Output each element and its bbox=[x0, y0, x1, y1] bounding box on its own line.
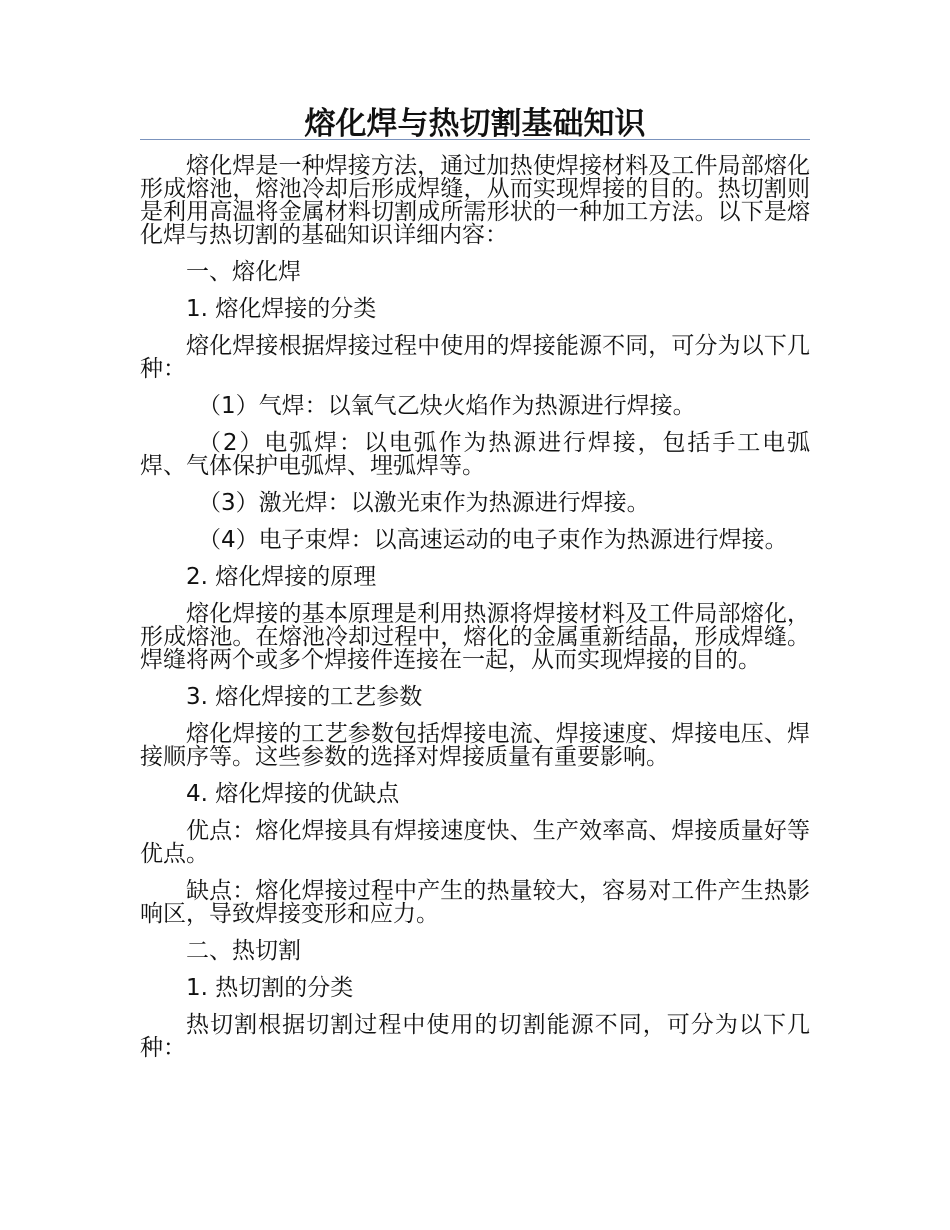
intro-paragraph: 熔化焊是一种焊接方法，通过加热使焊接材料及工件局部熔化形成熔池，熔池冷却后形成焊缝，从而实现焊接的目的。热切割则是利用高温将金属材料切割成所需形状的一种加工方法。以下是熔化焊与热切割的基础知识详细内容： bbox=[140, 153, 810, 248]
disadvantages-paragraph: 缺点：熔化焊接过程中产生的热量较大，容易对工件产生热影响区，导致焊接变形和应力。 bbox=[140, 878, 810, 927]
document-title: 熔化焊与热切割基础知识 bbox=[304, 106, 646, 142]
subheading-principle: 2. 熔化焊接的原理 bbox=[186, 564, 377, 590]
subheading-classification: 1. 熔化焊接的分类 bbox=[186, 296, 377, 322]
list-item-gas-welding: （1）气焊：以氧气乙炔火焰作为热源进行焊接。 bbox=[198, 393, 696, 419]
advantages-paragraph: 优点：熔化焊接具有焊接速度快、生产效率高、焊接质量好等优点。 bbox=[140, 818, 810, 867]
document-body bbox=[140, 155, 810, 1060]
list-item-arc-welding: （2）电弧焊：以电弧作为热源进行焊接，包括手工电弧焊、气体保护电弧焊、埋弧焊等。 bbox=[140, 430, 810, 479]
list-item-laser-welding: （3）激光焊：以激光束作为热源进行焊接。 bbox=[198, 490, 650, 516]
title-underline bbox=[140, 139, 810, 140]
subheading-pros-cons: 4. 熔化焊接的优缺点 bbox=[186, 781, 400, 807]
list-item-electron-beam-welding: （4）电子束焊：以高速运动的电子束作为热源进行焊接。 bbox=[198, 527, 788, 553]
section-heading-fusion-welding: 一、熔化焊 bbox=[186, 259, 301, 285]
subheading-process-parameters: 3. 熔化焊接的工艺参数 bbox=[186, 684, 423, 710]
cutting-classification-paragraph: 热切割根据切割过程中使用的切割能源不同，可分为以下几种： bbox=[140, 1012, 810, 1061]
principle-paragraph: 熔化焊接的基本原理是利用热源将焊接材料及工件局部熔化，形成熔池。在熔池冷却过程中，熔化的金属重新结晶，形成焊缝。焊缝将两个或多个焊接件连接在一起，从而实现焊接的目的。 bbox=[140, 601, 810, 673]
section-heading-thermal-cutting: 二、热切割 bbox=[186, 938, 301, 964]
classification-paragraph: 熔化焊接根据焊接过程中使用的焊接能源不同，可分为以下几种： bbox=[140, 333, 810, 382]
subheading-cutting-classification: 1. 热切割的分类 bbox=[186, 975, 354, 1001]
process-parameters-paragraph: 熔化焊接的工艺参数包括焊接电流、焊接速度、焊接电压、焊接顺序等。这些参数的选择对焊接质量有重要影响。 bbox=[140, 721, 810, 770]
